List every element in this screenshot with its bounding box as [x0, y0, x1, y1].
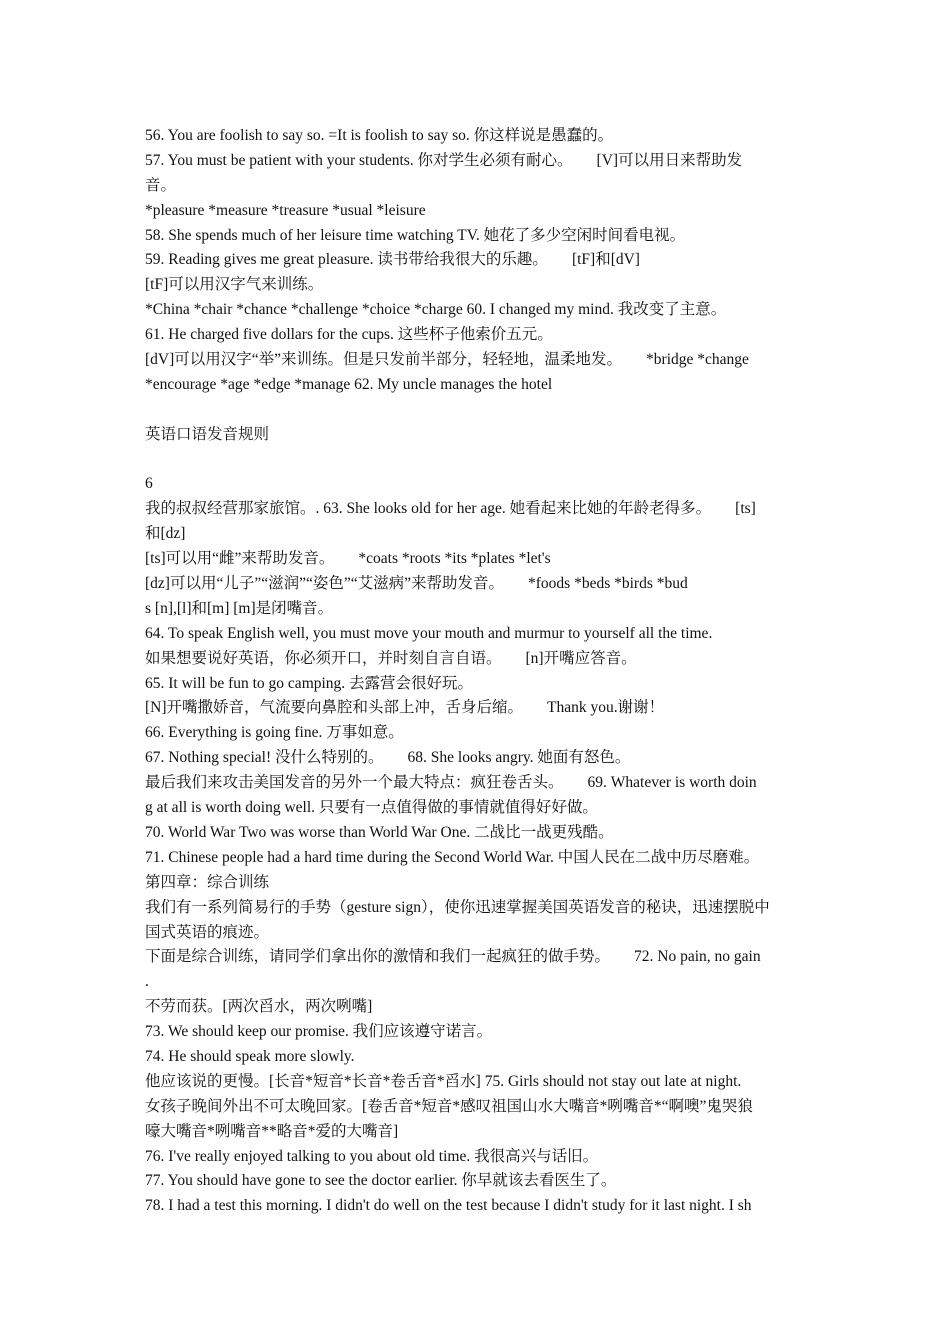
text-segment: 77. You should have gone to see the doctor earlier. 你早就该去看医生了。 — [145, 1172, 617, 1190]
text-segment: 音。 — [145, 176, 177, 194]
text-segment: 他应该说的更慢。[长音*短音*长音*卷舌音*舀水] 75. Girls should not stay out late at night. — [145, 1072, 742, 1090]
text-line — [145, 672, 810, 697]
text-segment: 国式英语的痕迹。 — [145, 923, 270, 941]
text-line — [145, 597, 810, 622]
text-line — [145, 1194, 810, 1219]
text-segment: 67. Nothing special! 没什么特别的。 — [145, 749, 384, 767]
text-block-top — [145, 124, 810, 398]
text-segment: *encourage *age *edge *manage 62. My uncle manages the hotel — [145, 375, 553, 393]
text-segment: 第四章：综合训练 — [145, 873, 270, 891]
text-line — [145, 1070, 810, 1095]
text-segment: [ts] — [735, 500, 756, 518]
text-line — [145, 622, 810, 647]
text-segment: 64. To speak English well, you must move your mouth and murmur to yourself all the time. — [145, 624, 713, 642]
text-segment: 我们有一系列简易行的手势（gesture sign），使你迅速掌握美国英语发音的秘诀，迅速摆脱中 — [145, 898, 770, 916]
page-number: 6 — [145, 475, 153, 493]
text-segment: s [n],[l]和[m] [m]是闭嘴音。 — [145, 599, 334, 617]
text-line — [145, 746, 810, 771]
text-segment: 最后我们来攻击美国发音的另外一个最大特点：疯狂卷舌头。 — [145, 774, 564, 792]
text-line — [145, 796, 810, 821]
text-segment: *China *chair *chance *challenge *choice *charge 60. I changed my mind. 我改变了主意。 — [145, 301, 727, 319]
text-segment: *pleasure *measure *treasure *usual *leisure — [145, 201, 426, 219]
text-line — [145, 522, 810, 547]
text-line — [145, 199, 810, 224]
text-line — [145, 871, 810, 896]
text-line — [145, 1095, 810, 1120]
text-line — [145, 970, 810, 995]
text-segment: [V]可以用日来帮助发 — [596, 151, 743, 169]
text-line — [145, 373, 810, 398]
text-segment: *bridge *change — [646, 351, 749, 369]
text-segment: 女孩子晚间外出不可太晚回家。[卷舌音*短音*感叹祖国山水大嘴音*咧嘴音*“啊噢”鬼哭狼 — [145, 1097, 753, 1115]
text-line — [145, 1020, 810, 1045]
text-line — [145, 945, 810, 970]
text-line — [145, 572, 810, 597]
text-segment: 58. She spends much of her leisure time watching TV. 她花了多少空闲时间看电视。 — [145, 226, 686, 244]
text-segment: [tF]可以用汉字气来训练。 — [145, 276, 324, 294]
text-segment: Thank you.谢谢！ — [547, 699, 665, 717]
text-line — [145, 921, 810, 946]
text-line — [145, 248, 810, 273]
text-segment: [ts]可以用“雌”来帮助发音。 — [145, 550, 335, 568]
section-heading: 英语口语发音规则 — [145, 425, 270, 443]
text-segment: 70. World War Two was worse than World War One. 二战比一战更残酷。 — [145, 823, 614, 841]
text-segment: 61. He charged five dollars for the cups. 这些杯子他索价五元。 — [145, 326, 553, 344]
text-line — [145, 696, 810, 721]
text-line — [145, 821, 810, 846]
spacer — [145, 398, 810, 423]
text-segment: 59. Reading gives me great pleasure. 读书带给我很大的乐趣。 — [145, 251, 548, 269]
text-line — [145, 995, 810, 1020]
text-segment: [N]开嘴撒娇音，气流要向鼻腔和头部上冲，舌身后缩。 — [145, 699, 524, 717]
text-line — [145, 298, 810, 323]
text-line — [145, 547, 810, 572]
text-line — [145, 846, 810, 871]
text-segment: 不劳而获。[两次舀水，两次咧嘴] — [145, 998, 373, 1016]
text-line — [145, 721, 810, 746]
text-segment: [dV]可以用汉字“举”来训练。但是只发前半部分，轻轻地，温柔地发。 — [145, 351, 623, 369]
text-line — [145, 1169, 810, 1194]
text-segment: 72. No pain, no gain — [634, 948, 761, 966]
text-line — [145, 174, 810, 199]
text-segment: 74. He should speak more slowly. — [145, 1047, 355, 1065]
text-line — [145, 896, 810, 921]
text-line — [145, 1045, 810, 1070]
text-segment: 66. Everything is going fine. 万事如意。 — [145, 724, 404, 742]
text-line — [145, 497, 810, 522]
text-segment: 嚎大嘴音*咧嘴音**略音*爱的大嘴音] — [145, 1122, 399, 1140]
text-segment: 下面是综合训练，请同学们拿出你的激情和我们一起疯狂的做手势。 — [145, 948, 611, 966]
text-segment: g at all is worth doing well. 只要有一点值得做的事情就值得好好做。 — [145, 799, 598, 817]
text-line — [145, 647, 810, 672]
text-segment: . — [145, 973, 149, 991]
text-segment: 68. She looks angry. 她面有怒色。 — [407, 749, 631, 767]
text-segment: 76. I've really enjoyed talking to you about old time. 我很高兴与话旧。 — [145, 1147, 599, 1165]
text-segment: [dz]可以用“儿子”“滋润”“姿色”“艾滋病”来帮助发音。 — [145, 575, 504, 593]
document-page — [145, 124, 810, 1219]
text-segment: 和[dz] — [145, 525, 186, 543]
text-line — [145, 224, 810, 249]
text-line — [145, 1120, 810, 1145]
text-segment: 我的叔叔经营那家旅馆。. 63. She looks old for her age. 她看起来比她的年龄老得多。 — [145, 500, 712, 518]
text-segment: 65. It will be fun to go camping. 去露营会很好玩。 — [145, 674, 474, 692]
text-line — [145, 323, 810, 348]
text-segment: 57. You must be patient with your students. 你对学生必须有耐心。 — [145, 151, 573, 169]
text-segment: 69. Whatever is worth doin — [587, 774, 757, 792]
text-line — [145, 1145, 810, 1170]
text-line — [145, 348, 810, 373]
text-segment: *foods *beds *birds *bud — [528, 575, 688, 593]
text-line — [145, 273, 810, 298]
text-line — [145, 149, 810, 174]
text-segment: [n]开嘴应答音。 — [525, 649, 637, 667]
text-segment: 56. You are foolish to say so. =It is foolish to say so. 你这样说是愚蠢的。 — [145, 127, 614, 144]
text-line — [145, 124, 810, 149]
text-segment: 73. We should keep our promise. 我们应该遵守诺言。 — [145, 1023, 493, 1041]
text-block-bottom — [145, 497, 810, 1219]
spacer — [145, 448, 810, 473]
text-segment: 78. I had a test this morning. I didn't do well on the test because I didn't study for it last night. I sh — [145, 1197, 752, 1215]
text-segment: 71. Chinese people had a hard time during the Second World War. 中国人民在二战中历尽磨难。 — [145, 848, 760, 866]
text-line — [145, 771, 810, 796]
text-segment: *coats *roots *its *plates *let's — [358, 550, 551, 568]
text-segment: 如果想要说好英语，你必须开口，并时刻自言自语。 — [145, 649, 502, 667]
text-segment: [tF]和[dV] — [571, 251, 640, 269]
